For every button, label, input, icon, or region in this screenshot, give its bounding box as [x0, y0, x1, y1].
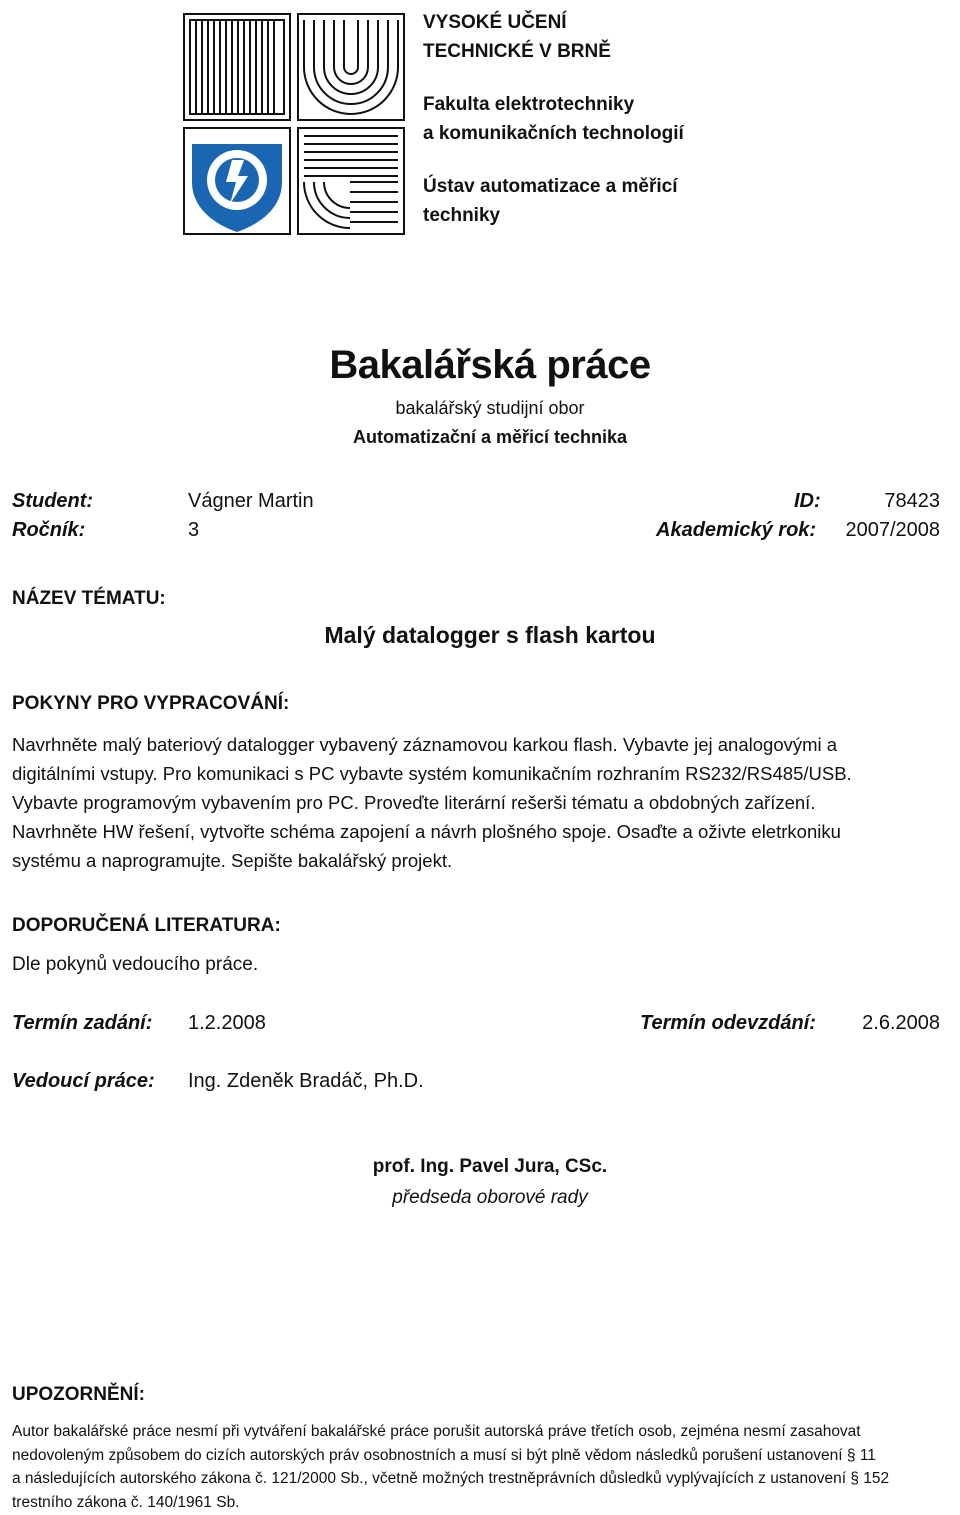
- assigned-date-value: 1.2.2008: [188, 1012, 266, 1034]
- institute-name-line2: techniky: [423, 205, 501, 226]
- warning-line: trestního zákona č. 140/1961 Sb.: [12, 1493, 240, 1511]
- student-value: Vágner Martin: [188, 490, 314, 512]
- id-value: 78423: [884, 490, 940, 512]
- document-subtitle: bakalářský studijní obor: [395, 398, 585, 418]
- university-name-line2: TECHNICKÉ V BRNĚ: [423, 41, 611, 62]
- document-title: Bakalářská práce: [329, 343, 651, 387]
- topic-title: Malý datalogger s flash kartou: [324, 622, 656, 648]
- literature-text: Dle pokynů vedoucího práce.: [12, 954, 259, 975]
- submit-date-label: Termín odevzdání:: [640, 1012, 816, 1034]
- university-name-line1: VYSOKÉ UČENÍ: [423, 12, 567, 33]
- warning-line: a následujících autorského zákona č. 121/2000 Sb., včetně možných trestněprávních důsledků vyplývajících z ustanovení § 152: [12, 1470, 890, 1487]
- instructions-line: Navrhněte malý bateriový datalogger vybavený záznamovou karkou flash. Vybavte jej analogovými a: [12, 734, 838, 755]
- instructions-line: digitálními vstupy. Pro komunikaci s PC vybavte systém komunikačním rozhraním RS232/RS485/USB.: [12, 763, 852, 784]
- instructions-line: systému a naprogramujte. Sepište bakalářský projekt.: [12, 850, 453, 871]
- year-label: Ročník:: [12, 519, 86, 541]
- warning-heading: UPOZORNĚNÍ:: [12, 1384, 145, 1405]
- instructions-line: Navrhněte HW řešení, vytvořte schéma zapojení a návrh plošného spoje. Osaďte a oživte eletrkoniku: [12, 821, 841, 842]
- assigned-date-label: Termín zadání:: [12, 1012, 153, 1034]
- student-label: Student:: [12, 490, 94, 512]
- submit-date-value: 2.6.2008: [862, 1012, 940, 1034]
- literature-heading: DOPORUČENÁ LITERATURA:: [12, 915, 281, 936]
- supervisor-label: Vedoucí práce:: [12, 1070, 155, 1092]
- school-header: [423, 8, 684, 230]
- instructions-heading: POKYNY PRO VYPRACOVÁNÍ:: [12, 693, 290, 714]
- instructions-line: Vybavte programovým vybavením pro PC. Proveďte literární rešerši tématu a obdobných zařízení.: [12, 792, 816, 813]
- vut-feec-logo-icon: [182, 12, 406, 236]
- signatory-name: prof. Ing. Pavel Jura, CSc.: [372, 1156, 608, 1177]
- warning-text: [12, 1420, 956, 1514]
- topic-heading: NÁZEV TÉMATU:: [12, 588, 166, 609]
- year-value: 3: [188, 519, 200, 541]
- warning-line: Autor bakalářské práce nesmí při vytváření bakalářské práce porušit autorská práve třetích osob, zejména nesmí zasahovat: [12, 1423, 861, 1440]
- instructions-text: [12, 730, 948, 875]
- academic-year-label: Akademický rok:: [656, 519, 817, 541]
- faculty-name-line2: a komunikačních technologií: [423, 123, 684, 144]
- supervisor-value: Ing. Zdeněk Bradáč, Ph.D.: [188, 1070, 424, 1092]
- study-field: Automatizační a měřicí technika: [352, 427, 628, 447]
- signatory-role: předseda oborové rady: [392, 1187, 588, 1208]
- institute-name-line1: Ústav automatizace a měřicí: [423, 176, 678, 197]
- id-label: ID:: [794, 490, 821, 512]
- academic-year-value: 2007/2008: [845, 519, 940, 541]
- warning-line: nedovoleným způsobem do cizích autorských práv osobnostních a musí si být plně vědom následků porušení ustanovení § 11: [12, 1446, 876, 1464]
- faculty-name-line1: Fakulta elektrotechniky: [423, 94, 635, 115]
